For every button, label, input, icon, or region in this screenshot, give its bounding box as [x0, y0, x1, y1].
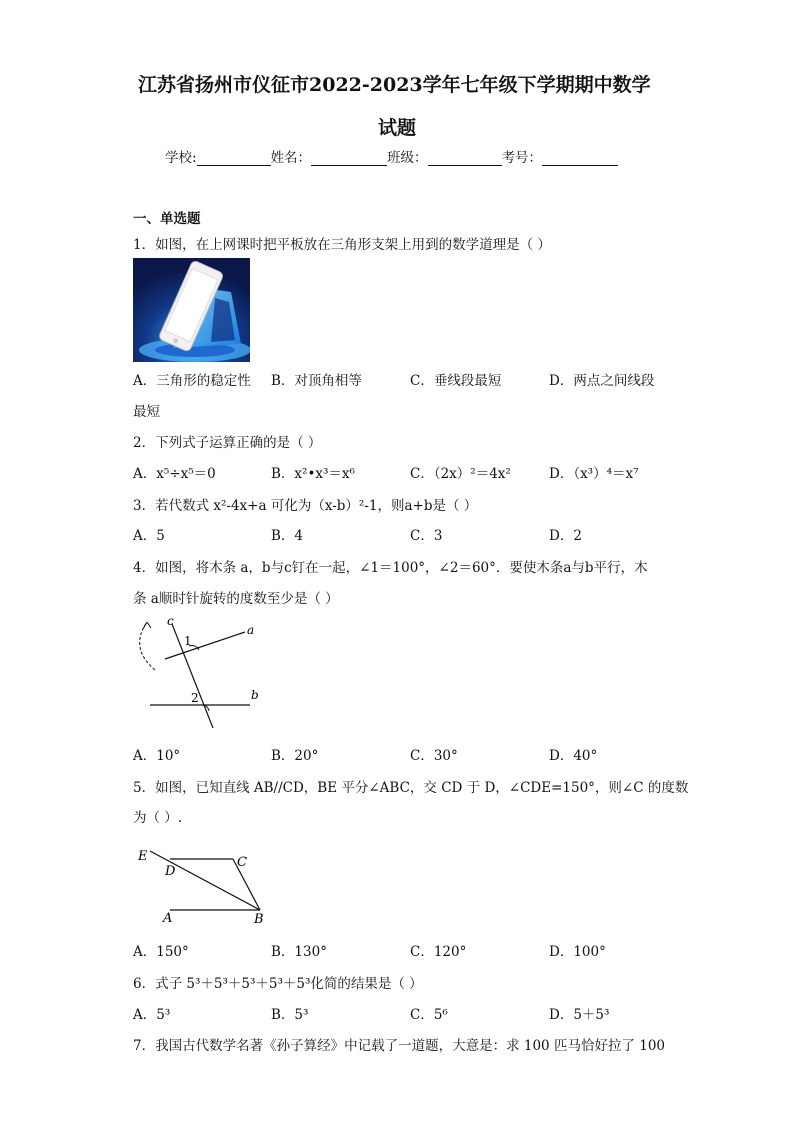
q5-label-c: C: [237, 855, 247, 870]
q6-option-a: A．5³: [133, 1007, 171, 1023]
school-field[interactable]: [197, 153, 271, 166]
name-field[interactable]: [311, 153, 387, 166]
page-title-line2: 试题: [378, 117, 417, 139]
q5-stem-line1: 5．如图，已知直线 AB//CD，BE 平分∠ABC，交 CD 于 D，∠CDE=150°，则∠C 的度数: [133, 780, 689, 796]
q1-stem: 1．如图，在上网课时把平板放在三角形支架上用到的数学道理是（ ）: [133, 237, 551, 253]
q5-option-b: B．130°: [271, 944, 327, 960]
q4-label-b: b: [251, 688, 259, 702]
q2-stem: 2．下列式子运算正确的是（ ）: [133, 435, 322, 451]
q4-label-c: c: [167, 614, 174, 628]
q2-option-c: C．（2x）²＝4x²: [410, 466, 511, 482]
q4-label-1: 1: [184, 634, 192, 648]
q5-stem-line2: 为（ ）.: [133, 810, 183, 826]
page-title: 江苏省扬州市仪征市2022-2023学年七年级下学期期中数学: [138, 74, 651, 96]
q7-stem: 7．我国古代数学名著《孙子算经》中记载了一道题，大意是：求 100 匹马恰好拉了 100: [133, 1038, 665, 1054]
q6-stem: 6．式子 5³＋5³＋5³＋5³＋5³化简的结果是（ ）: [133, 976, 423, 992]
q2-option-d: D．（x³）⁴＝x⁷: [549, 466, 639, 482]
q6-option-c: C．5⁶: [410, 1007, 448, 1023]
exam-number-field[interactable]: [542, 153, 618, 166]
q5-label-b: B: [254, 912, 264, 927]
q3-option-a: A．5: [133, 528, 165, 544]
q4-stem-line2: 条 a顺时针旋转的度数至少是（ ）: [133, 591, 339, 607]
q4-label-a: a: [247, 623, 255, 637]
school-label: 学校:: [165, 150, 197, 166]
q1-option-d: D．两点之间线段: [549, 373, 655, 389]
q5-option-d: D．100°: [549, 944, 606, 960]
q3-option-d: D．2: [549, 528, 582, 544]
q4-line-c: [172, 624, 213, 728]
q5-figure: [130, 840, 275, 928]
q5-option-c: C．120°: [410, 944, 467, 960]
q1-tablet-stand-image: [133, 258, 250, 362]
q3-stem: 3．若代数式 x²-4x+a 可化为（x-b）²-1，则a+b是（ ）: [133, 498, 478, 514]
class-field[interactable]: [428, 153, 502, 166]
q4-option-a: A．10°: [133, 748, 181, 764]
exam-number-label: 考号：: [501, 150, 543, 166]
student-info-fields: [165, 146, 618, 166]
q3-option-b: B．4: [271, 528, 304, 544]
q3-option-c: C．3: [410, 528, 443, 544]
q4-option-d: D．40°: [549, 748, 598, 764]
q4-option-b: B．20°: [271, 748, 319, 764]
section-heading: 一、单选题: [133, 211, 201, 227]
q2-option-b: B．x²•x³＝x⁶: [271, 466, 355, 482]
q1-option-a: A．三角形的稳定性: [133, 373, 251, 389]
q6-option-b: B．5³: [271, 1007, 309, 1023]
q1-option-c: C．垂线段最短: [410, 373, 502, 389]
q4-option-c: C．30°: [410, 748, 458, 764]
q1-option-b: B．对顶角相等: [271, 373, 362, 389]
q5-label-e: E: [138, 849, 148, 864]
q2-option-a: A．x⁵÷x⁵＝0: [133, 466, 216, 482]
q4-rotation-arrow: [140, 622, 155, 670]
q6-option-d: D．5＋5³: [549, 1007, 610, 1023]
name-label: 姓名：: [270, 150, 312, 166]
q4-label-2: 2: [191, 691, 199, 705]
q5-label-a: A: [163, 911, 173, 926]
q5-label-d: D: [165, 864, 176, 879]
class-label: 班级：: [387, 150, 428, 166]
q4-figure: [125, 612, 275, 730]
q4-stem-line1: 4．如图，将木条 a，b与c钉在一起，∠1＝100°，∠2＝60°．要使木条a与b平行，木: [133, 560, 648, 576]
q1-option-d-wrap: 最短: [133, 404, 160, 420]
q5-option-a: A．150°: [133, 944, 189, 960]
